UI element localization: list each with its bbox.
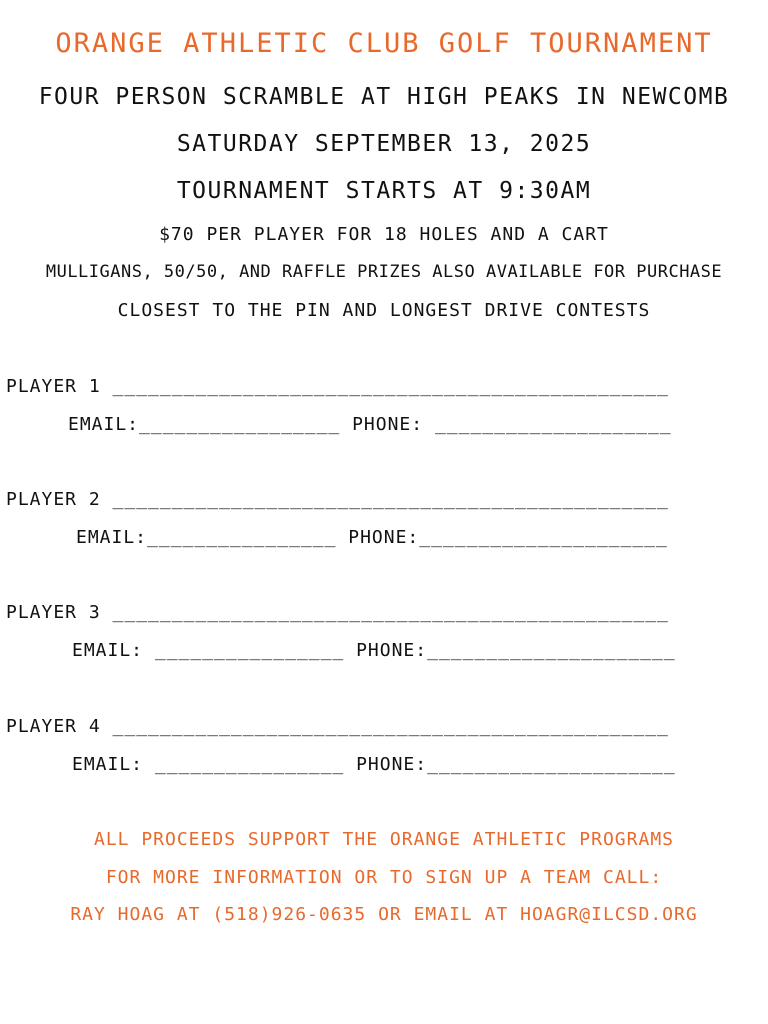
event-date: SATURDAY SEPTEMBER 13, 2025: [176, 131, 592, 157]
event-subtitle: FOUR PERSON SCRAMBLE AT HIGH PEAKS IN NEWCOMB: [38, 84, 730, 110]
player-3-contact-field[interactable]: EMAIL: ________________ PHONE:_____________________: [72, 640, 676, 661]
extras-info: MULLIGANS, 50/50, AND RAFFLE PRIZES ALSO AVAILABLE FOR PURCHASE: [45, 262, 723, 282]
flyer-title: ORANGE ATHLETIC CLUB GOLF TOURNAMENT: [55, 28, 713, 59]
contests-info: CLOSEST TO THE PIN AND LONGEST DRIVE CONTESTS: [117, 300, 651, 321]
proceeds-note: ALL PROCEEDS SUPPORT THE ORANGE ATHLETIC PROGRAMS: [93, 829, 674, 850]
player-4-contact-field[interactable]: EMAIL: ________________ PHONE:_____________________: [72, 754, 676, 775]
player-1-name-field[interactable]: PLAYER 1 _______________________________________________: [6, 376, 669, 397]
player-2-name-field[interactable]: PLAYER 2 _______________________________________________: [6, 489, 669, 510]
player-4-name-field[interactable]: PLAYER 4 _______________________________________________: [6, 716, 669, 737]
start-time: TOURNAMENT STARTS AT 9:30AM: [176, 178, 592, 204]
price-info: $70 PER PLAYER FOR 18 HOLES AND A CART: [159, 224, 609, 245]
contact-info: RAY HOAG AT (518)926-0635 OR EMAIL AT HOAGR@ILCSD.ORG: [70, 904, 698, 925]
player-1-contact-field[interactable]: EMAIL:_________________ PHONE: ____________________: [68, 414, 672, 435]
info-note: FOR MORE INFORMATION OR TO SIGN UP A TEAM CALL:: [105, 867, 663, 888]
player-2-contact-field[interactable]: EMAIL:________________ PHONE:_____________________: [76, 527, 668, 548]
player-3-name-field[interactable]: PLAYER 3 _______________________________________________: [6, 602, 669, 623]
